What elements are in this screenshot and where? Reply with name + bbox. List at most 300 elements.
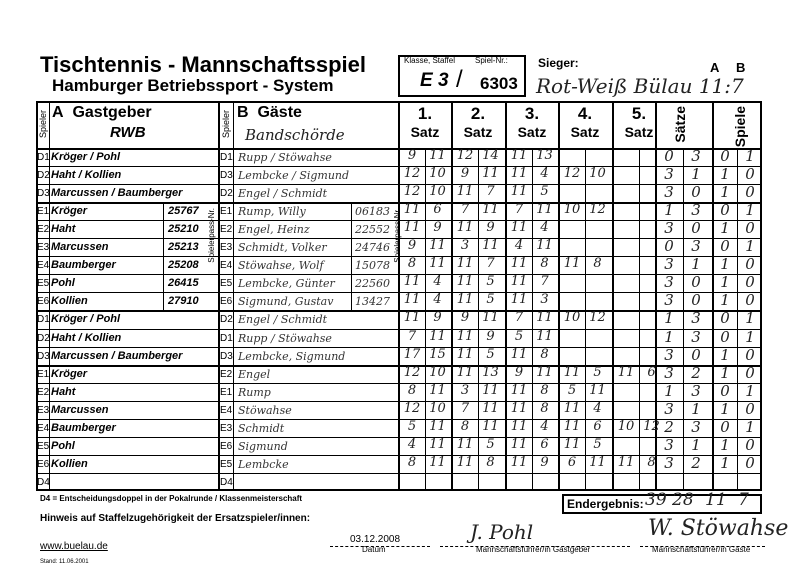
row-a-position: E1 xyxy=(37,368,50,380)
set-2-score-a[interactable]: 7 xyxy=(460,400,470,416)
set-1-score-a[interactable]: 11 xyxy=(403,292,421,308)
set-2-score-a[interactable]: 11 xyxy=(456,292,474,308)
saetze-a[interactable]: 3 xyxy=(664,291,674,310)
spiele-b[interactable]: 1 xyxy=(745,147,755,165)
set-3-score-b[interactable]: 8 xyxy=(540,256,549,272)
set-1-score-a[interactable]: 12 xyxy=(403,166,421,182)
set-3-score-b[interactable]: 8 xyxy=(540,400,549,416)
saetze-b[interactable]: 0 xyxy=(691,219,701,238)
set-1-score-a[interactable]: 11 xyxy=(403,274,421,290)
set-2-score-b[interactable]: 11 xyxy=(482,418,499,434)
set-1-score-b[interactable]: 9 xyxy=(433,220,442,236)
row-b-player[interactable]: Rump, Willy xyxy=(238,205,306,219)
set-4-score-b[interactable]: 5 xyxy=(593,436,602,452)
set-3-score-b[interactable]: 7 xyxy=(540,274,549,290)
sieger-value[interactable]: Rot-Weiß Bülau 11:7 xyxy=(536,74,744,98)
spiele-b[interactable]: 0 xyxy=(745,345,755,364)
row-a-pass[interactable]: 25210 xyxy=(168,223,199,236)
row-b-position: E3 xyxy=(220,242,233,254)
row-b-pass[interactable]: 24746 xyxy=(355,241,390,255)
set-2-score-b[interactable]: 11 xyxy=(482,166,499,182)
set-2-score-b[interactable]: 9 xyxy=(486,220,495,236)
row-b-player[interactable]: Rupp / Stöwahse xyxy=(238,151,332,164)
spiele-b[interactable]: 0 xyxy=(745,183,755,202)
row-b-player[interactable]: Lembcke xyxy=(238,457,289,471)
spiele-b[interactable]: 0 xyxy=(745,255,755,274)
row-a-player[interactable]: Marcussen / Baumberger xyxy=(51,349,183,362)
set-1-score-a[interactable]: 7 xyxy=(407,328,417,344)
set-4-score-a[interactable]: 12 xyxy=(563,166,581,182)
spiele-b[interactable]: 0 xyxy=(745,435,755,454)
row-a-position: E6 xyxy=(37,296,50,308)
row-a-player[interactable]: Kröger / Pohl xyxy=(51,151,121,163)
set-5-score-b[interactable]: 8 xyxy=(647,454,656,470)
row-b-position: E6 xyxy=(220,440,233,452)
row-b-player[interactable]: Engel, Heinz xyxy=(238,223,310,237)
spiele-a[interactable]: 0 xyxy=(720,381,730,400)
set-4-score-b[interactable]: 12 xyxy=(589,202,606,218)
row-a-player[interactable]: Haht / Kollien xyxy=(51,331,122,344)
set-1-score-a[interactable]: 11 xyxy=(403,310,421,326)
spiele-a[interactable]: 1 xyxy=(720,435,730,454)
row-a-position: E2 xyxy=(37,386,50,398)
spiele-b[interactable]: 0 xyxy=(745,363,755,382)
set-3-score-b[interactable]: 8 xyxy=(540,346,549,362)
spiele-a[interactable]: 0 xyxy=(720,417,730,436)
set-2-score-a[interactable]: 11 xyxy=(456,454,474,470)
saetze-a[interactable]: 0 xyxy=(664,237,674,256)
set-4-score-b[interactable]: 12 xyxy=(589,310,606,326)
set-3-score-a[interactable]: 11 xyxy=(510,436,528,452)
set-4-score-a[interactable]: 11 xyxy=(563,256,581,272)
spiele-a[interactable]: 1 xyxy=(720,453,730,472)
row-b-player[interactable]: Schmidt xyxy=(238,421,285,435)
website-link[interactable]: www.buelau.de xyxy=(40,541,108,552)
set-1-score-a[interactable]: 9 xyxy=(407,238,417,254)
set-2-score-a[interactable]: 11 xyxy=(456,328,474,344)
stand-date: Stand: 11.06.2001 xyxy=(40,559,89,565)
set-3-score-b[interactable]: 11 xyxy=(536,364,553,380)
gastgeber-letter: A xyxy=(52,104,64,121)
set-1-score-b[interactable]: 4 xyxy=(433,274,442,290)
set-3-score-a[interactable]: 9 xyxy=(514,364,524,380)
set-1-score-a[interactable]: 9 xyxy=(407,148,417,163)
row-b-player[interactable]: Rupp / Stöwahse xyxy=(238,331,332,345)
set-4-score-b[interactable]: 11 xyxy=(589,454,606,470)
row-a-player[interactable]: Marcussen / Baumberger xyxy=(51,187,183,200)
row-a-position: E4 xyxy=(37,260,50,272)
row-b-player[interactable]: Lembcke / Sigmund xyxy=(238,169,350,183)
set-4-score-a[interactable]: 5 xyxy=(567,382,577,398)
set-2-score-b[interactable]: 11 xyxy=(482,310,499,326)
saetze-b[interactable]: 0 xyxy=(691,291,701,310)
set-2-score-b[interactable]: 5 xyxy=(486,346,495,362)
set-1-score-b[interactable]: 10 xyxy=(429,364,446,380)
saetze-a[interactable]: 1 xyxy=(664,381,674,400)
set-2-score-b[interactable]: 7 xyxy=(486,184,495,200)
set-1-score-b[interactable]: 11 xyxy=(429,382,446,398)
set-2-score-b[interactable]: 11 xyxy=(482,382,499,398)
set-3-score-a[interactable]: 11 xyxy=(510,292,528,308)
row-b-position: D3 xyxy=(220,170,233,182)
spiele-b[interactable]: 0 xyxy=(745,453,755,472)
set-4-score-a[interactable]: 11 xyxy=(563,400,581,416)
set-3-score-a[interactable]: 11 xyxy=(510,274,528,290)
saetze-b[interactable]: 3 xyxy=(691,381,701,400)
set-2-score-a[interactable]: 11 xyxy=(456,274,474,290)
set-2-score-a[interactable]: 9 xyxy=(460,310,470,326)
set-1-score-b[interactable]: 10 xyxy=(429,166,446,182)
set-4-score-b[interactable]: 4 xyxy=(593,400,602,416)
set-4-score-b[interactable]: 5 xyxy=(593,364,602,380)
set-4-score-a[interactable]: 11 xyxy=(563,364,581,380)
spiele-a[interactable]: 1 xyxy=(720,291,730,310)
set-1-score-b[interactable]: 4 xyxy=(433,292,442,308)
set-2-score-a[interactable]: 3 xyxy=(460,238,470,254)
row-a-player[interactable]: Pohl xyxy=(51,439,75,452)
row-a-player[interactable]: Pohl xyxy=(51,277,75,290)
set-2-score-a[interactable]: 7 xyxy=(460,202,470,218)
set-1-score-a[interactable]: 11 xyxy=(403,202,421,218)
set-2-score-a[interactable]: 11 xyxy=(456,436,474,452)
set-4-score-a[interactable]: 11 xyxy=(563,418,581,434)
set-1-score-a[interactable]: 4 xyxy=(407,436,417,452)
row-b-player[interactable]: Stöwahse, Wolf xyxy=(238,259,324,273)
saetze-a[interactable]: 3 xyxy=(664,165,674,184)
saetze-b[interactable]: 1 xyxy=(691,435,701,454)
gaeste-team[interactable]: Bandschörde xyxy=(245,126,345,144)
set-2-score-a[interactable]: 11 xyxy=(456,184,474,200)
set-1-score-b[interactable]: 10 xyxy=(429,400,446,416)
spiele-b[interactable]: 0 xyxy=(745,219,755,238)
set-1-score-b[interactable]: 10 xyxy=(429,184,446,200)
row-a-player[interactable]: Baumberger xyxy=(51,259,116,272)
saetze-b[interactable]: 0 xyxy=(691,345,701,364)
saetze-b[interactable]: 3 xyxy=(691,201,701,220)
row-a-position: D2 xyxy=(37,170,50,182)
row-b-player[interactable]: Lembcke, Günter xyxy=(238,277,335,291)
set-1-score-b[interactable]: 11 xyxy=(429,436,446,452)
gastgeber-header xyxy=(52,104,152,122)
set-3-score-a[interactable]: 11 xyxy=(510,454,528,470)
set-3-score-b[interactable]: 4 xyxy=(540,166,549,182)
set-3-score-b[interactable]: 4 xyxy=(540,220,549,236)
set-3-score-b[interactable]: 5 xyxy=(540,184,549,200)
saetze-a[interactable]: 1 xyxy=(664,201,674,220)
row-b-position: D1 xyxy=(220,152,233,163)
set-1-score-a[interactable]: 12 xyxy=(403,364,421,380)
set-3-score-b[interactable]: 8 xyxy=(540,382,549,398)
row-a-pass[interactable]: 26415 xyxy=(168,277,199,290)
row-b-pass[interactable]: 13427 xyxy=(355,295,390,309)
satz-2-label: Satz xyxy=(463,124,493,140)
set-1-score-b[interactable]: 6 xyxy=(433,202,442,218)
row-a-player[interactable]: Haht / Kollien xyxy=(51,169,122,182)
spiele-a[interactable]: 0 xyxy=(720,327,730,346)
set-5-score-b[interactable]: 12 xyxy=(643,418,660,434)
saetze-a[interactable]: 3 xyxy=(664,435,674,454)
set-3-score-b[interactable]: 6 xyxy=(540,436,549,452)
saetze-b[interactable]: 1 xyxy=(691,255,701,274)
set-2-score-b[interactable]: 11 xyxy=(482,238,499,254)
set-2-score-a[interactable]: 3 xyxy=(460,382,470,398)
row-a-pass[interactable]: 25767 xyxy=(168,205,199,218)
row-b-player[interactable]: Engel / Schmidt xyxy=(238,187,328,201)
set-3-score-a[interactable]: 11 xyxy=(510,382,528,398)
saetze-a[interactable]: 3 xyxy=(664,453,674,472)
set-4-score-b[interactable]: 10 xyxy=(589,166,606,182)
row-a-pass[interactable]: 25213 xyxy=(168,241,199,254)
set-2-score-b[interactable]: 11 xyxy=(482,400,499,416)
set-4-score-b[interactable]: 11 xyxy=(589,382,606,398)
saetze-b[interactable]: 3 xyxy=(691,147,701,165)
set-2-score-a[interactable]: 9 xyxy=(460,166,470,182)
gastgeber-team[interactable]: RWB xyxy=(110,124,146,141)
set-1-score-b[interactable]: 9 xyxy=(433,310,442,326)
set-3-score-a[interactable]: 11 xyxy=(510,184,528,200)
satz-1-number: 1. xyxy=(417,104,433,123)
row-b-player[interactable]: Sigmund xyxy=(238,439,288,453)
saetze-a[interactable]: 2 xyxy=(664,417,674,436)
set-4-score-a[interactable]: 10 xyxy=(563,202,581,218)
set-3-score-a[interactable]: 7 xyxy=(514,202,524,218)
set-1-score-b[interactable]: 15 xyxy=(429,346,446,362)
set-3-score-b[interactable]: 11 xyxy=(536,310,553,326)
row-a-position: E1 xyxy=(37,206,50,218)
set-1-score-b[interactable]: 11 xyxy=(429,328,446,344)
klasse-label: Klasse, Staffel xyxy=(404,56,455,65)
set-2-score-b[interactable]: 5 xyxy=(486,292,495,308)
spiele-a[interactable]: 1 xyxy=(720,273,730,292)
set-4-score-a[interactable]: 10 xyxy=(563,310,581,326)
row-b-pass[interactable]: 22552 xyxy=(355,223,390,237)
end-saetze-b[interactable]: 28 xyxy=(672,490,694,510)
set-2-score-b[interactable]: 11 xyxy=(482,202,499,218)
set-3-score-b[interactable]: 4 xyxy=(540,418,549,434)
spiele-a[interactable]: 1 xyxy=(720,399,730,418)
set-3-score-b[interactable]: 11 xyxy=(536,328,553,344)
set-1-score-a[interactable]: 12 xyxy=(403,400,421,416)
row-a-position: E4 xyxy=(37,422,50,434)
spiele-b[interactable]: 1 xyxy=(745,309,755,328)
spiele-b[interactable]: 0 xyxy=(745,291,755,310)
spiele-b[interactable]: 1 xyxy=(745,417,755,436)
set-3-score-b[interactable]: 11 xyxy=(536,238,553,254)
set-3-score-a[interactable]: 11 xyxy=(510,166,528,182)
saetze-a[interactable]: 3 xyxy=(664,255,674,274)
row-b-player[interactable]: Sigmund, Gustav xyxy=(238,295,334,309)
set-4-score-b[interactable]: 6 xyxy=(593,418,602,434)
spiele-b[interactable]: 1 xyxy=(745,201,755,220)
satz-2-number: 2. xyxy=(470,104,486,123)
spiele-a[interactable]: 1 xyxy=(720,345,730,364)
set-2-score-b[interactable]: 8 xyxy=(486,454,495,470)
mf-gastgeber-label: Mannschaftsführer/in Gastgeber xyxy=(476,545,591,554)
set-1-score-b[interactable]: 11 xyxy=(429,238,446,254)
row-a-pass[interactable]: 27910 xyxy=(168,295,199,308)
set-3-score-a[interactable]: 4 xyxy=(514,238,524,254)
saetze-b[interactable]: 3 xyxy=(691,417,701,436)
set-1-score-a[interactable]: 5 xyxy=(407,418,417,434)
set-5-score-a[interactable]: 11 xyxy=(617,454,635,470)
set-1-score-b[interactable]: 11 xyxy=(429,256,446,272)
saetze-b[interactable]: 1 xyxy=(691,399,701,418)
set-2-score-a[interactable]: 11 xyxy=(456,256,474,272)
row-a-player[interactable]: Kröger xyxy=(51,205,88,218)
set-3-score-a[interactable]: 11 xyxy=(510,346,528,362)
spieler-label-b: Spieler xyxy=(221,110,231,139)
set-2-score-a[interactable]: 11 xyxy=(456,364,474,380)
set-1-score-a[interactable]: 12 xyxy=(403,184,421,200)
saetze-a[interactable]: 1 xyxy=(664,327,674,346)
row-a-player[interactable]: Kollien xyxy=(51,457,88,470)
set-1-score-b[interactable]: 11 xyxy=(429,148,446,163)
set-3-score-a[interactable]: 11 xyxy=(510,220,528,236)
set-2-score-a[interactable]: 12 xyxy=(456,148,474,163)
set-4-score-a[interactable]: 11 xyxy=(563,436,581,452)
row-a-player[interactable]: Kollien xyxy=(51,295,88,308)
set-4-score-a[interactable]: 6 xyxy=(567,454,577,470)
gaeste-letter: B xyxy=(237,104,249,121)
row-b-position: D2 xyxy=(220,188,233,200)
saetze-b[interactable]: 3 xyxy=(691,237,701,256)
match-date[interactable]: 03.12.2008 xyxy=(350,534,401,545)
set-3-score-a[interactable]: 11 xyxy=(510,418,528,434)
set-3-score-a[interactable]: 11 xyxy=(510,148,528,163)
spiele-a[interactable]: 1 xyxy=(720,219,730,238)
set-2-score-a[interactable]: 11 xyxy=(456,346,474,362)
spiele-b[interactable]: 1 xyxy=(745,381,755,400)
saetze-a[interactable]: 3 xyxy=(664,363,674,382)
row-b-player[interactable]: Lembcke, Sigmund xyxy=(238,349,346,363)
row-a-player[interactable]: Kröger / Pohl xyxy=(51,313,121,326)
set-2-score-b[interactable]: 13 xyxy=(482,364,499,380)
row-a-player[interactable]: Kröger xyxy=(51,367,88,380)
row-a-player[interactable]: Marcussen xyxy=(51,241,109,254)
end-spiele-b[interactable]: 7 xyxy=(738,490,749,510)
saetze-a[interactable]: 1 xyxy=(664,309,674,328)
spiele-b[interactable]: 1 xyxy=(745,237,755,256)
satz-1-label: Satz xyxy=(410,124,440,140)
header-col-b: B xyxy=(736,60,746,75)
row-b-pass[interactable]: 15078 xyxy=(355,259,390,273)
spielerpass-label-a: Spielerpass-Nr. xyxy=(207,208,216,263)
datum-label: Datum xyxy=(362,545,386,554)
saetze-a[interactable]: 3 xyxy=(664,183,674,202)
end-spiele-a[interactable]: 11 xyxy=(705,490,727,510)
gaeste-header xyxy=(237,104,302,122)
saetze-b[interactable]: 0 xyxy=(691,273,701,292)
spiele-a[interactable]: 1 xyxy=(720,363,730,382)
row-b-player[interactable]: Stöwahse xyxy=(238,403,292,417)
set-3-score-b[interactable]: 13 xyxy=(536,148,553,163)
row-b-position: E2 xyxy=(220,224,233,236)
saetze-a[interactable]: 0 xyxy=(664,147,674,165)
set-1-score-a[interactable]: 8 xyxy=(407,454,417,470)
saetze-a[interactable]: 3 xyxy=(664,399,674,418)
set-3-score-a[interactable]: 11 xyxy=(510,256,528,272)
set-3-score-b[interactable]: 3 xyxy=(540,292,549,308)
hinweis-text: Hinweis auf Staffelzugehörigkeit der Ersatzspieler/innen: xyxy=(40,513,311,524)
spiel-nr-value[interactable]: 6303 xyxy=(480,74,518,93)
spiele-a[interactable]: 1 xyxy=(720,183,730,202)
row-b-position: E6 xyxy=(220,296,233,308)
set-5-score-a[interactable]: 11 xyxy=(617,364,635,380)
spiele-b[interactable]: 0 xyxy=(745,273,755,292)
row-b-player[interactable]: Schmidt, Volker xyxy=(238,241,327,255)
row-a-player[interactable]: Baumberger xyxy=(51,421,116,434)
gastgeber-label: Gastgeber xyxy=(72,104,152,121)
set-3-score-b[interactable]: 9 xyxy=(540,454,549,470)
saetze-b[interactable]: 2 xyxy=(691,363,701,382)
set-1-score-a[interactable]: 11 xyxy=(403,220,421,236)
saetze-a[interactable]: 3 xyxy=(664,345,674,364)
set-2-score-b[interactable]: 9 xyxy=(486,328,495,344)
row-b-position: E2 xyxy=(220,368,233,380)
row-b-pass[interactable]: 06183 xyxy=(355,205,390,219)
row-b-player[interactable]: Engel xyxy=(238,367,271,381)
set-5-score-a[interactable]: 10 xyxy=(617,418,635,434)
spiele-a[interactable]: 0 xyxy=(720,147,730,165)
saetze-b[interactable]: 1 xyxy=(691,165,701,184)
saetze-b[interactable]: 3 xyxy=(691,309,701,328)
set-2-score-b[interactable]: 5 xyxy=(486,436,495,452)
set-1-score-a[interactable]: 8 xyxy=(407,382,417,398)
row-b-player[interactable]: Engel / Schmidt xyxy=(238,313,328,327)
set-2-score-b[interactable]: 14 xyxy=(482,148,499,163)
set-1-score-a[interactable]: 17 xyxy=(403,346,421,362)
row-a-pass[interactable]: 25208 xyxy=(168,259,199,272)
row-b-player[interactable]: Rump xyxy=(238,385,271,399)
set-4-score-b[interactable]: 8 xyxy=(593,256,602,272)
set-5-score-b[interactable]: 6 xyxy=(647,364,656,380)
set-2-score-a[interactable]: 11 xyxy=(456,220,474,236)
saetze-a[interactable]: 3 xyxy=(664,273,674,292)
set-2-score-b[interactable]: 7 xyxy=(486,256,495,272)
row-a-position: E2 xyxy=(37,224,50,236)
spiele-a[interactable]: 0 xyxy=(720,309,730,328)
saetze-a[interactable]: 3 xyxy=(664,219,674,238)
set-1-score-b[interactable]: 11 xyxy=(429,454,446,470)
row-a-player[interactable]: Haht xyxy=(51,223,76,236)
set-2-score-b[interactable]: 5 xyxy=(486,274,495,290)
saetze-b[interactable]: 3 xyxy=(691,327,701,346)
end-saetze-a[interactable]: 39 xyxy=(645,490,667,510)
klasse-value[interactable]: E 3 xyxy=(420,70,449,91)
set-3-score-a[interactable]: 5 xyxy=(514,328,524,344)
spiele-a[interactable]: 0 xyxy=(720,201,730,220)
spiele-b[interactable]: 0 xyxy=(745,165,755,184)
saetze-b[interactable]: 0 xyxy=(691,183,701,202)
spiele-b[interactable]: 1 xyxy=(745,327,755,346)
row-a-player[interactable]: Haht xyxy=(51,385,76,398)
set-1-score-a[interactable]: 8 xyxy=(407,256,417,272)
set-3-score-a[interactable]: 11 xyxy=(510,400,528,416)
set-2-score-a[interactable]: 8 xyxy=(460,418,470,434)
row-b-pass[interactable]: 22560 xyxy=(355,277,390,291)
spiele-a[interactable]: 0 xyxy=(720,237,730,256)
row-b-position: D1 xyxy=(220,332,233,344)
row-a-player[interactable]: Marcussen xyxy=(51,403,109,416)
spiele-b[interactable]: 0 xyxy=(745,399,755,418)
set-1-score-b[interactable]: 11 xyxy=(429,418,446,434)
spiele-a[interactable]: 1 xyxy=(720,255,730,274)
spiele-a[interactable]: 1 xyxy=(720,165,730,184)
saetze-b[interactable]: 2 xyxy=(691,453,701,472)
set-3-score-b[interactable]: 11 xyxy=(536,202,553,218)
set-3-score-a[interactable]: 7 xyxy=(514,310,524,326)
grid-vline xyxy=(351,202,352,310)
